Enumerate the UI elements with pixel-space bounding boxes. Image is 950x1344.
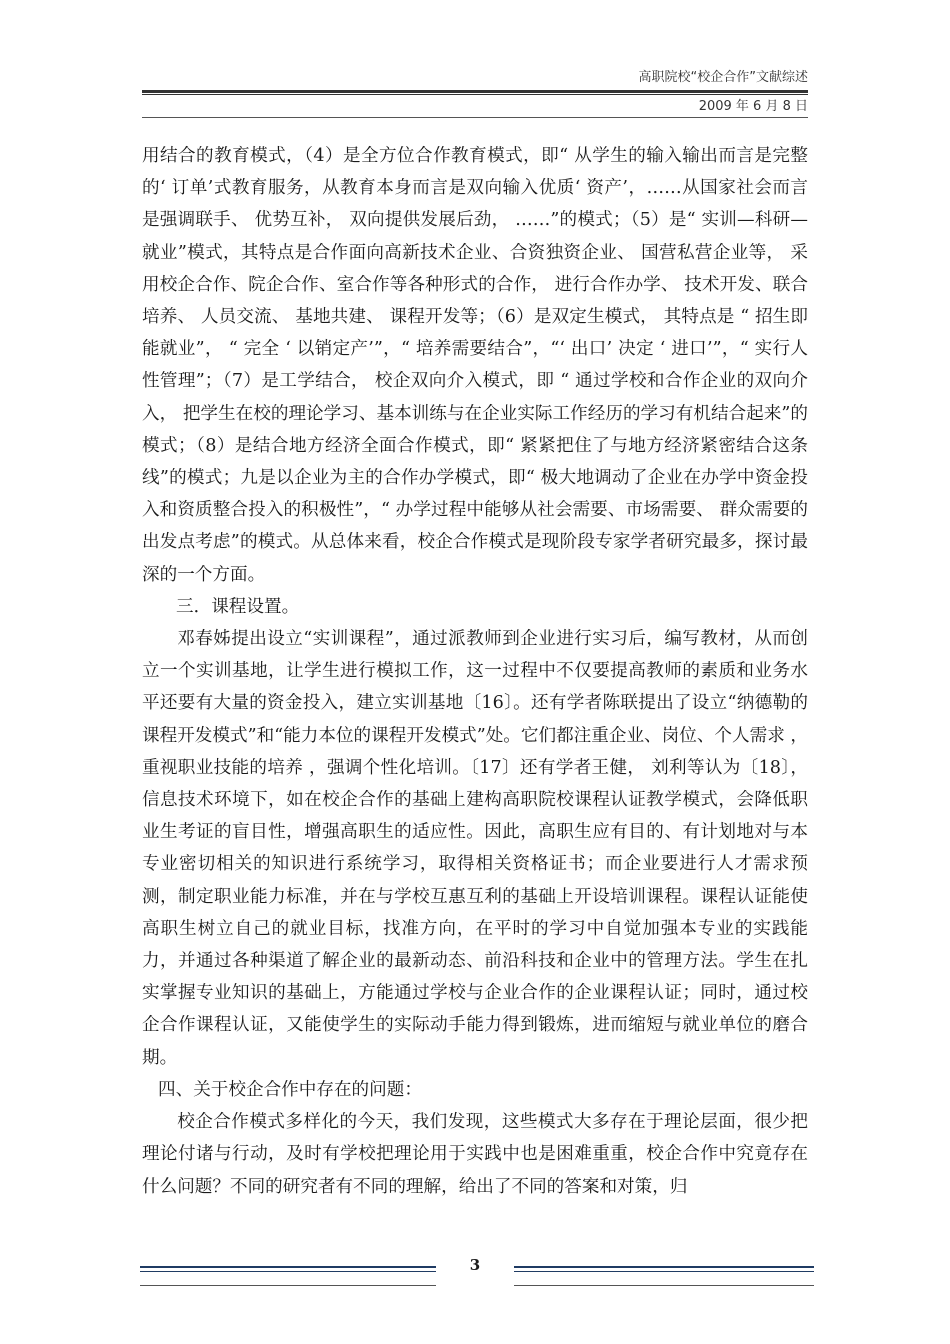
document-body [142,140,808,1203]
header-divider [142,117,808,118]
page-number: 3 [469,1256,481,1274]
footer-rule-right-lower [514,1285,814,1286]
header-date: 2009 年 6 月 8 日 [698,99,808,114]
section-heading-curriculum: 三．课程设置。 [176,596,300,617]
paragraph-problems: 校企合作模式多样化的今天，我们发现，这些模式大多存在于理论层面，很少把理论付诸与行动，及时有学校把理论用于实践中也是困难重重，校企合作中究竟存在什么问题？不同的研究者有不同的理解，给出了不同的答案和对策，归 [142,1112,808,1197]
paragraph-curriculum: 邓春姊提出设立“实训课程”，通过派教师到企业进行实习后，编写教材，从而创立一个实训基地，让学生进行模拟工作，这一过程中不仅要提高教师的素质和业务水平还要有大量的资金投入，建立实训基地〔16〕。还有学者陈联提出了设立“纳德勒的课程开发模式”和“能力本位的课程开发模式”处。它们都注重企业、岗位、个人需求 ，重视职业技能的培养 ，强调个性化培训。〔17〕还有学者王健， 刘利等认为〔18〕，信息技术环境下，如在校企合作的基础上建构高职院校课程认证教学模式，会降低职业生考证的盲目性，增强高职生的适应性。因此，高职生应有目的、有计划地对与本专业密切相关的知识进行系统学习，取得相关资格证书；而企业要进行人才需求预测，制定职业能力标准，并在与学校互惠互利的基础上开设培训课程。课程认证能使高职生树立自己的就业目标，找准方向，在平时的学习中自觉加强本专业的实践能力，并通过各种渠道了解企业的最新动态、前沿科技和企业中的管理方法。学生在扎实掌握专业知识的基础上，方能通过学校与企业合作的企业课程认证；同时，通过校企合作课程认证，又能使学生的实际动手能力得到锻炼，进而缩短与就业单位的磨合期。 [142,629,808,1068]
header-title: 高职院校“校企合作”文献综述 [638,70,808,85]
footer-rule-right [514,1266,814,1268]
footer-rule-left-lower [140,1285,436,1286]
footer-rule-right-thin [514,1271,814,1272]
section-heading-problems: 四、关于校企合作中存在的问题： [158,1079,422,1100]
footer-rule-left-thin [140,1271,436,1272]
paragraph-models-continued: 用结合的教育模式，（4）是全方位合作教育模式，即“ 从学生的输入输出而言是完整的‘ 订单’式教育服务，从教育本身而言是双向输入优质‘ 资产’，……从国家社会而言是强调联手、 优势互补， 双向提供发展后劲， ……”的模式；（5）是“ 实训—科研—就业”模式，其特点是合作面向高新技术企业、合资独资企业、 国营私营企业等， 采用校企合作、院企合作、室合作等各种形式的合作， 进行合作办学、 技术开发、联合培养、 人员交流、 基地共建、 课程开发等；（6）是双定生模式， 其特点是 “ 招生即能就业”， “ 完全 ‘ 以销定产’”，“ 培养需要结合”，“‘ 出口’ 决定 ‘ 进口’”，“ 实行人性管理”；（7）是工学结合， 校企双向介入模式，即 “ 通过学校和合作企业的双向介入， 把学生在校的理论学习、基本训练与在企业实际工作经历的学习有机结合起来”的模式；（8）是结合地方经济全面合作模式，即“ 紧紧把住了与地方经济紧密结合这条线”的模式；九是以企业为主的合作办学模式，即“ 极大地调动了企业在办学中资金投入和资质整合投入的积极性”，“ 办学过程中能够从社会需要、市场需要、 群众需要的出发点考虑”的模式。从总体来看，校企合作模式是现阶段专家学者研究最多，探讨最深的一个方面。 [142,146,808,585]
footer-rule-left [140,1266,436,1268]
